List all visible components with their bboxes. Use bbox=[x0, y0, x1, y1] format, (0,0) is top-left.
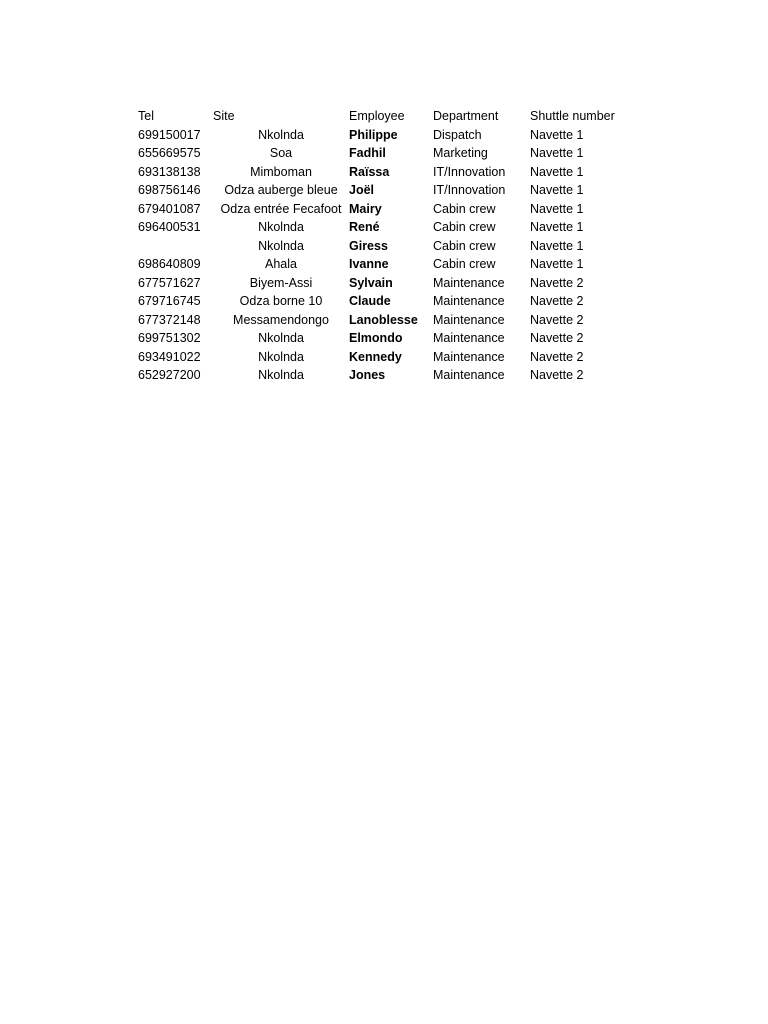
roster-body bbox=[138, 126, 638, 385]
cell-department: IT/Innovation bbox=[433, 183, 506, 197]
cell-site: Nkolnda bbox=[258, 368, 304, 382]
cell-employee: Raïssa bbox=[349, 164, 390, 179]
table-row bbox=[138, 237, 638, 256]
cell-employee: Joël bbox=[349, 183, 375, 197]
cell-department: Maintenance bbox=[433, 349, 505, 364]
cell-site: Nkolnda bbox=[258, 127, 304, 142]
cell-tel: 693138138 bbox=[138, 164, 201, 179]
cell-department: Dispatch bbox=[433, 127, 482, 142]
header-department: Department bbox=[433, 109, 499, 123]
roster-table bbox=[138, 107, 638, 385]
cell-site: Nkolnda bbox=[258, 220, 304, 234]
cell-employee: Elmondo bbox=[349, 331, 403, 345]
cell-shuttle-number: Navette 2 bbox=[530, 368, 584, 382]
cell-site: Biyem-Assi bbox=[249, 275, 313, 290]
cell-site: Nkolnda bbox=[258, 349, 304, 364]
table-row bbox=[138, 329, 638, 348]
cell-department: Cabin crew bbox=[433, 257, 496, 271]
cell-site: Odza auberge bleue bbox=[224, 183, 338, 197]
table-row bbox=[138, 274, 638, 293]
cell-tel: 693491022 bbox=[138, 349, 201, 364]
cell-site: Soa bbox=[269, 146, 293, 160]
cell-shuttle-number: Navette 1 bbox=[530, 220, 584, 234]
header-row bbox=[138, 107, 638, 126]
cell-shuttle-number: Navette 2 bbox=[530, 275, 584, 290]
cell-department: Cabin crew bbox=[433, 220, 496, 234]
cell-employee: Fadhil bbox=[349, 146, 386, 160]
header-tel: Tel bbox=[138, 109, 154, 123]
cell-employee: Jones bbox=[349, 368, 386, 382]
cell-tel: 677571627 bbox=[138, 275, 201, 290]
cell-tel: 679716745 bbox=[138, 294, 201, 308]
cell-department: Cabin crew bbox=[433, 201, 496, 216]
cell-employee: Lanoblesse bbox=[349, 312, 418, 327]
cell-tel: 699150017 bbox=[138, 127, 201, 142]
cell-site: Messamendongo bbox=[233, 312, 329, 327]
cell-employee: René bbox=[349, 220, 380, 234]
table-row bbox=[138, 163, 638, 182]
cell-site: Odza borne 10 bbox=[239, 294, 323, 308]
cell-shuttle-number: Navette 2 bbox=[530, 294, 584, 308]
cell-employee: Mairy bbox=[349, 201, 382, 216]
cell-employee: Claude bbox=[349, 294, 391, 308]
cell-shuttle-number: Navette 1 bbox=[530, 238, 584, 253]
cell-department: Marketing bbox=[433, 146, 488, 160]
cell-tel: 696400531 bbox=[138, 220, 201, 234]
cell-tel: 698756146 bbox=[138, 183, 201, 197]
cell-department: Maintenance bbox=[433, 275, 505, 290]
cell-shuttle-number: Navette 1 bbox=[530, 127, 584, 142]
cell-tel: 699751302 bbox=[138, 331, 201, 345]
cell-site: Mimboman bbox=[250, 164, 312, 179]
cell-site: Ahala bbox=[265, 257, 297, 271]
cell-site: Odza entrée Fecafoot bbox=[220, 201, 342, 216]
cell-tel: 655669575 bbox=[138, 146, 201, 160]
cell-department: Maintenance bbox=[433, 331, 505, 345]
table-row bbox=[138, 348, 638, 367]
table-row bbox=[138, 200, 638, 219]
cell-tel: 679401087 bbox=[138, 201, 201, 216]
cell-shuttle-number: Navette 2 bbox=[530, 349, 584, 364]
cell-shuttle-number: Navette 2 bbox=[530, 312, 584, 327]
cell-employee: Kennedy bbox=[349, 349, 402, 364]
table-row bbox=[138, 255, 638, 274]
shuttle-roster-sheet bbox=[138, 107, 638, 385]
cell-employee: Sylvain bbox=[349, 275, 393, 290]
cell-site: Nkolnda bbox=[258, 238, 304, 253]
cell-employee: Giress bbox=[349, 238, 388, 253]
cell-shuttle-number: Navette 1 bbox=[530, 183, 584, 197]
header-shuttle-number: Shuttle number bbox=[530, 109, 615, 123]
cell-shuttle-number: Navette 1 bbox=[530, 201, 584, 216]
table-row bbox=[138, 218, 638, 237]
cell-employee: Philippe bbox=[349, 127, 398, 142]
cell-department: Maintenance bbox=[433, 312, 505, 327]
table-row bbox=[138, 181, 638, 200]
cell-department: Cabin crew bbox=[433, 238, 496, 253]
cell-shuttle-number: Navette 1 bbox=[530, 164, 584, 179]
cell-tel: 652927200 bbox=[138, 368, 201, 382]
cell-department: Maintenance bbox=[433, 368, 505, 382]
header-employee: Employee bbox=[349, 109, 405, 123]
header-site: Site bbox=[213, 109, 235, 123]
table-row bbox=[138, 144, 638, 163]
table-row bbox=[138, 366, 638, 385]
cell-tel bbox=[138, 237, 213, 256]
table-row bbox=[138, 292, 638, 311]
cell-shuttle-number: Navette 1 bbox=[530, 146, 584, 160]
cell-employee: Ivanne bbox=[349, 257, 389, 271]
cell-tel: 677372148 bbox=[138, 312, 201, 327]
cell-department: IT/Innovation bbox=[433, 164, 506, 179]
table-row bbox=[138, 126, 638, 145]
cell-tel: 698640809 bbox=[138, 257, 201, 271]
cell-department: Maintenance bbox=[433, 294, 505, 308]
cell-shuttle-number: Navette 2 bbox=[530, 331, 584, 345]
cell-site: Nkolnda bbox=[258, 331, 304, 345]
table-row bbox=[138, 311, 638, 330]
cell-shuttle-number: Navette 1 bbox=[530, 257, 584, 271]
